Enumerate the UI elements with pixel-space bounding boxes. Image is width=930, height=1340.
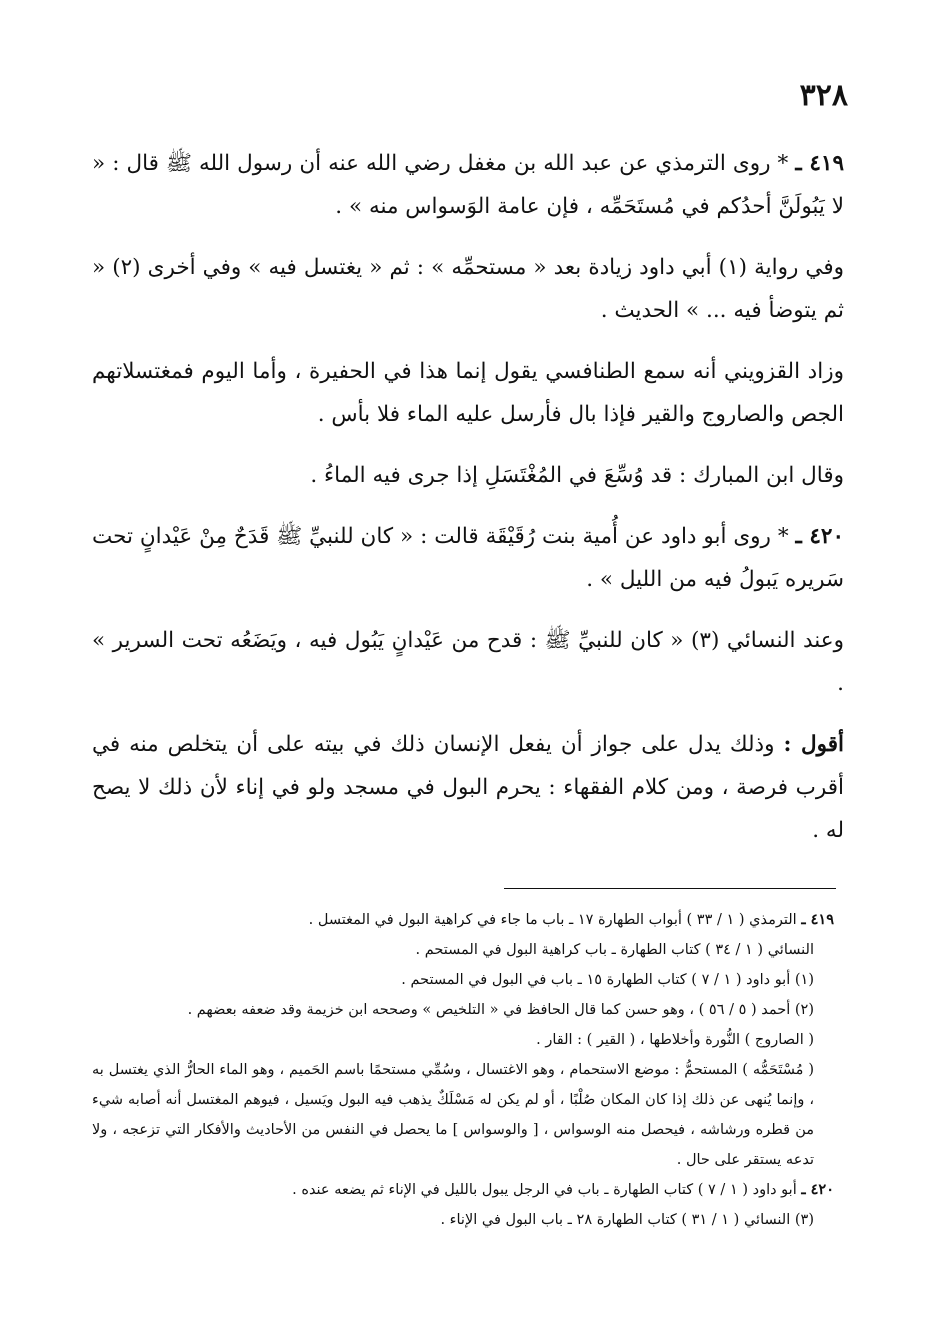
hadith-text: * روى الترمذي عن عبد الله بن مغفل رضي الله عنه أن رسول الله ﷺ قال : « لا يَبُولَنَّ أحدُكم في مُستَحَمِّه ، فإن عامة الوَسواس منه » . bbox=[92, 151, 844, 219]
footnote-text: الترمذي ( ١ / ٣٣ ) أبواب الطهارة ١٧ ـ باب ما جاء في كراهية البول في المغتسل . bbox=[308, 912, 797, 928]
footnotes bbox=[92, 905, 834, 1235]
comment-text: وذلك يدل على جواز أن يفعل الإنسان ذلك في بيته على أن يتخلص منه في أقرب فرصة ، ومن كلام الفقهاء : يحرم البول في مسجد ولو في إناء لأن ذلك لا يصح له . bbox=[92, 732, 844, 843]
gloss-sarooj: ( الصاروج ) النُّورة وأخلاطها ، ( القير ) : القار . bbox=[536, 1032, 814, 1048]
hadith-text: * روى أبو داود عن أُمية بنت رُقَيْقَة قالت : « كان للنبيِّ ﷺ قَدَحٌ مِنْ عَيْدانٍ تحت سَريره يَبولُ فيه من الليل » . bbox=[92, 524, 844, 592]
footnote-divider bbox=[504, 888, 836, 889]
footnote-3: (٣) النسائي ( ١ / ٣١ ) كتاب الطهارة ٢٨ ـ باب البول في الإناء . bbox=[440, 1212, 814, 1228]
ibn-mubarak-saying: وقال ابن المبارك : قد وُسِّعَ في المُغْتَسَلِ إذا جرى فيه الماءُ . bbox=[310, 463, 844, 488]
footnote-nasai-1: النسائي ( ١ / ٣٤ ) كتاب الطهارة ـ باب كراهية البول في المستحم . bbox=[415, 942, 814, 958]
footnote-2: (٢) أحمد ( ٥ / ٥٦ ) ، وهو حسن كما قال الحافظ في « التلخيص » وصححه ابن خزيمة وقد ضعفه بعضهم . bbox=[187, 1002, 814, 1018]
author-comment bbox=[92, 723, 844, 852]
nasai-narration: وعند النسائي (٣) « كان للنبيِّ ﷺ : قدح من عَيْدانٍ يَبُول فيه ، ويَضَعُه تحت السرير » . bbox=[92, 628, 845, 696]
hadith-419 bbox=[92, 142, 844, 228]
hadith-number: ٤٢٠ ـ bbox=[795, 524, 844, 549]
footnote-420 bbox=[92, 1175, 834, 1205]
page-number: ٣٢٨ bbox=[799, 78, 848, 113]
comment-lead: أقول : bbox=[783, 732, 844, 757]
qazwini-addition: وزاد القزويني أنه سمع الطنافسي يقول إنما هذا في الحفيرة ، وأما اليوم فمغتسلاتهم الجص والصاروج والقير فإذا بال فأرسل عليه الماء فلا بأس . bbox=[92, 359, 844, 427]
footnote-number: ٤٢٠ ـ bbox=[801, 1181, 834, 1198]
footnote-1: (١) أبو داود ( ١ / ٧ ) كتاب الطهارة ١٥ ـ باب في البول في المستحم . bbox=[401, 972, 814, 988]
gloss-mustahamm: ( مُسْتَحَمُّه ) المستحمُّ : موضع الاستحمام ، وهو الاغتسال ، وسُمِّي مستحمًا باسم الحَميم ، وهو الماء الحارُّ الذي يغتسل به ، وإنما يُنهى عن ذلك إذا كان المكان صُلْبًا ، أو لم يكن له مَسْلَكٌ يذهب فيه البول ويَسيل ، فيوهم المغتسل أنه أصابه شيء من قطره ورشاشه ، فيحصل منه الوسواس ، [ والوسواس ] ما يحصل في النفس من الأحاديث والأفكار التي تزعجه ، ولا تدعه يستقر على حال . bbox=[92, 1062, 814, 1168]
footnote-419 bbox=[92, 905, 834, 935]
hadith-number: ٤١٩ ـ bbox=[795, 151, 844, 176]
footnote-number: ٤١٩ ـ bbox=[801, 911, 834, 928]
narration-abu-dawud: وفي رواية (١) أبي داود زيادة بعد « مستحمِّه » : ثم « يغتسل فيه » وفي أخرى (٢) « ثم يتوضأ فيه ... » الحديث . bbox=[92, 255, 844, 323]
footnote-text: أبو داود ( ١ / ٧ ) كتاب الطهارة ـ باب في الرجل يبول بالليل في الإناء ثم يضعه عنده . bbox=[292, 1182, 797, 1198]
main-text bbox=[92, 142, 844, 870]
hadith-420 bbox=[92, 515, 844, 601]
